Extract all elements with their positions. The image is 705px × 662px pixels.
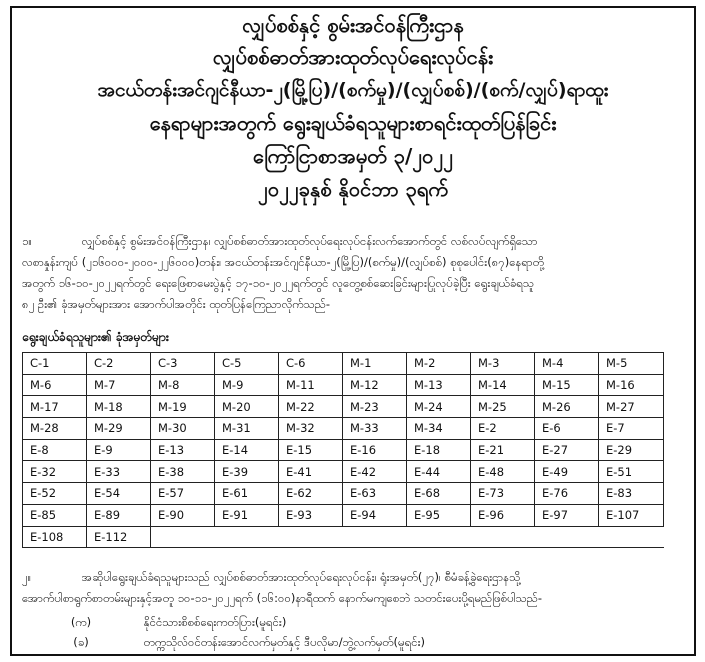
seat-number-cell: M-9 [215,374,279,396]
seat-number-cell: M-33 [343,418,407,440]
seat-number-cell: E-16 [343,439,407,461]
seat-number-cell: M-20 [215,396,279,418]
seat-number-cell: E-32 [23,461,87,483]
seat-number-cell: M-29 [87,418,151,440]
seat-number-cell: E-63 [343,483,407,505]
announcement-number: ကြော်ငြာစာအမှတ် ၃/၂၀၂၂ [252,144,454,168]
ministry-title: လျှပ်စစ်နှင့် စွမ်းအင်ဝန်ကြီးဌာန [242,13,464,37]
seat-row [23,353,664,375]
item-text: နိုင်ငံသားစိစစ်ရေးကတ်ပြား(မူရင်း) [143,615,287,629]
seat-number-cell: E-97 [535,504,599,526]
seat-number-cell: E-57 [151,483,215,505]
paragraph-2-line-1: ၂။ အဆိုပါရွေးချယ်ခံရသူများသည် လျှပ်စစ်ဓာတ်အားထုတ်လုပ်ရေးလုပ်ငန်း၊ ရုံးအမှတ်(၂၇)၊ စီမံခန့်ခွဲရေးဌာနသို့ [22,568,686,587]
seat-number-cell: M-16 [599,374,664,396]
seat-number-cell: C-2 [87,353,151,375]
seat-number-cell: E-89 [87,504,151,526]
seat-number-cell: E-27 [535,439,599,461]
seat-number-cell: E-61 [215,483,279,505]
item-marker: (ခ) [73,635,89,649]
paragraph-1-line-4: ၈၂ ဦး၏ ခုံအမှတ်များအား အောက်ပါအတိုင်း ထုတ်ပြန်ကြေညာလိုက်သည်- [22,297,331,311]
seat-number-cell: E-39 [215,461,279,483]
seat-number-cell: E-108 [23,526,87,548]
seat-number-cell: E-91 [215,504,279,526]
announcement-date: ၂၀၂၂ခုနှစ် နိုဝင်ဘာ ၃ရက် [258,177,448,201]
seat-row [23,483,664,505]
seat-number-cell: E-49 [535,461,599,483]
seat-number-cell: M-22 [279,396,343,418]
seat-number-cell: E-13 [151,439,215,461]
seat-row [23,439,664,461]
seat-row [23,396,664,418]
seat-number-cell: E-73 [471,483,535,505]
required-document-item [22,633,425,652]
required-document-item [22,613,286,632]
seat-number-cell: M-27 [599,396,664,418]
seat-number-cell: E-14 [215,439,279,461]
empty-cell [151,526,664,548]
seat-number-cell: M-31 [215,418,279,440]
seat-number-cell: M-28 [23,418,87,440]
seat-number-cell: M-19 [151,396,215,418]
seat-number-cell: E-33 [87,461,151,483]
paragraph-1-line-1: ၁။ လျှပ်စစ်နှင့် စွမ်းအင်ဝန်ကြီးဌာန၊ လျှပ်စစ်ဓာတ်အားထုတ်လုပ်ရေးလုပ်ငန်းလက်အောက်တွင် လစ်လပ်လျက်ရှိသော [22,232,686,251]
seat-number-cell: E-90 [151,504,215,526]
seat-number-cell: M-2 [407,353,471,375]
seat-number-cell: E-107 [599,504,664,526]
paragraph-1-line-3: အတွက် ၁၆-၁၀-၂၀၂၂ရက်တွင် ရေးဖြေစာမေးပွဲနှင့် ၁၇-၁၀-၂၀၂၂ရက်တွင် လူတွေ့စစ်ဆေးခြင်းများပြုလုပ်ခဲ့ပြီး ရွေးချယ်ခံရသူ [22,276,534,290]
seat-number-cell: E-8 [23,439,87,461]
seat-number-cell: M-23 [343,396,407,418]
seat-number-cell: C-1 [23,353,87,375]
seat-number-cell: M-17 [23,396,87,418]
seat-number-cell: M-7 [87,374,151,396]
seat-number-cell: M-15 [535,374,599,396]
enterprise-title: လျှပ်စစ်ဓာတ်အားထုတ်လုပ်ရေးလုပ်ငန်း [212,45,494,69]
seat-number-cell: M-32 [279,418,343,440]
seat-number-cell: E-54 [87,483,151,505]
position-title: အငယ်တန်းအင်ဂျင်နီယာ-၂(မြို့ပြ)/(စက်မှု)/(လျှပ်စစ်)/(စက်/လျှပ်)ရာထူး [97,79,609,101]
seat-number-cell: E-38 [151,461,215,483]
seat-number-cell: E-15 [279,439,343,461]
seat-number-cell: M-30 [151,418,215,440]
seat-number-cell: E-68 [407,483,471,505]
seat-number-cell: M-1 [343,353,407,375]
seat-number-cell: M-3 [471,353,535,375]
seat-number-cell: M-25 [471,396,535,418]
seat-number-cell: E-94 [343,504,407,526]
seat-number-cell: M-34 [407,418,471,440]
seat-number-cell: E-51 [599,461,664,483]
seat-number-cell: C-5 [215,353,279,375]
seat-row [23,526,664,548]
item-marker: (က) [70,615,92,629]
seat-number-cell: E-18 [407,439,471,461]
seat-number-cell: E-85 [23,504,87,526]
seat-number-cell: M-13 [407,374,471,396]
seat-number-cell: E-21 [471,439,535,461]
paragraph-1-number: ၁။ [22,234,32,248]
seat-number-cell: M-6 [23,374,87,396]
seat-number-cell: E-93 [279,504,343,526]
seat-number-cell: E-62 [279,483,343,505]
paragraph-1-line-2: လစာနှုန်းကျပ် (၂၁၆၀၀၀-၂၀၀၀-၂၂၆၀၀၀)တန်း၊ အငယ်တန်းအင်ဂျင်နီယာ-၂(မြို့ပြ)/(စက်မှု)/(လျှပ်စစ်) စုစုပေါင်း(၈၇)နေရာတို့ [22,255,544,269]
seat-number-cell: E-83 [599,483,664,505]
seat-number-cell: E-96 [471,504,535,526]
seat-row [23,461,664,483]
paragraph-2-line-2: အောက်ပါစာရွက်စာတမ်းများနှင့်အတူ ၁၀-၁၁-၂၀၂၂ရက် (၁၆:၀၀)နာရီထက် နောက်မကျစေဘဲ သတင်းပေးပို့ရမည်ဖြစ်ပါသည်- [22,591,543,605]
seat-number-table [22,352,664,548]
seat-table-title: ရွေးချယ်ခံရသူများ၏ ခုံအမှတ်များ [22,330,169,344]
seat-row [23,504,664,526]
seat-row [23,374,664,396]
seat-number-cell: E-48 [471,461,535,483]
seat-number-cell: M-24 [407,396,471,418]
seat-number-cell: M-11 [279,374,343,396]
seat-number-cell: E-95 [407,504,471,526]
seat-number-cell: E-112 [87,526,151,548]
seat-number-cell: E-41 [279,461,343,483]
seat-number-cell: E-7 [599,418,664,440]
seat-number-cell: E-52 [23,483,87,505]
seat-number-cell: M-4 [535,353,599,375]
seat-number-cell: M-26 [535,396,599,418]
seat-number-cell: M-12 [343,374,407,396]
seat-number-cell: M-8 [151,374,215,396]
seat-number-cell: E-2 [471,418,535,440]
seat-number-cell: M-14 [471,374,535,396]
seat-number-cell: M-5 [599,353,664,375]
announcement-subject: နေရာများအတွက် ရွေးချယ်ခံရသူများစာရင်းထုတ်ပြန်ခြင်း [149,111,557,135]
seat-number-cell: E-42 [343,461,407,483]
seat-number-cell: M-18 [87,396,151,418]
seat-number-cell: C-6 [279,353,343,375]
seat-number-cell: E-6 [535,418,599,440]
seat-number-cell: E-76 [535,483,599,505]
seat-number-cell: C-3 [151,353,215,375]
seat-number-cell: E-44 [407,461,471,483]
seat-row [23,418,664,440]
paragraph-2-number: ၂။ [22,570,32,584]
item-text: တက္ကသိုလ်ဝင်တန်းအောင်လက်မှတ်နှင့် ဒီပလိုမာ/ဘွဲ့လက်မှတ်(မူရင်း) [143,635,425,649]
seat-number-cell: E-29 [599,439,664,461]
seat-number-cell: E-9 [87,439,151,461]
